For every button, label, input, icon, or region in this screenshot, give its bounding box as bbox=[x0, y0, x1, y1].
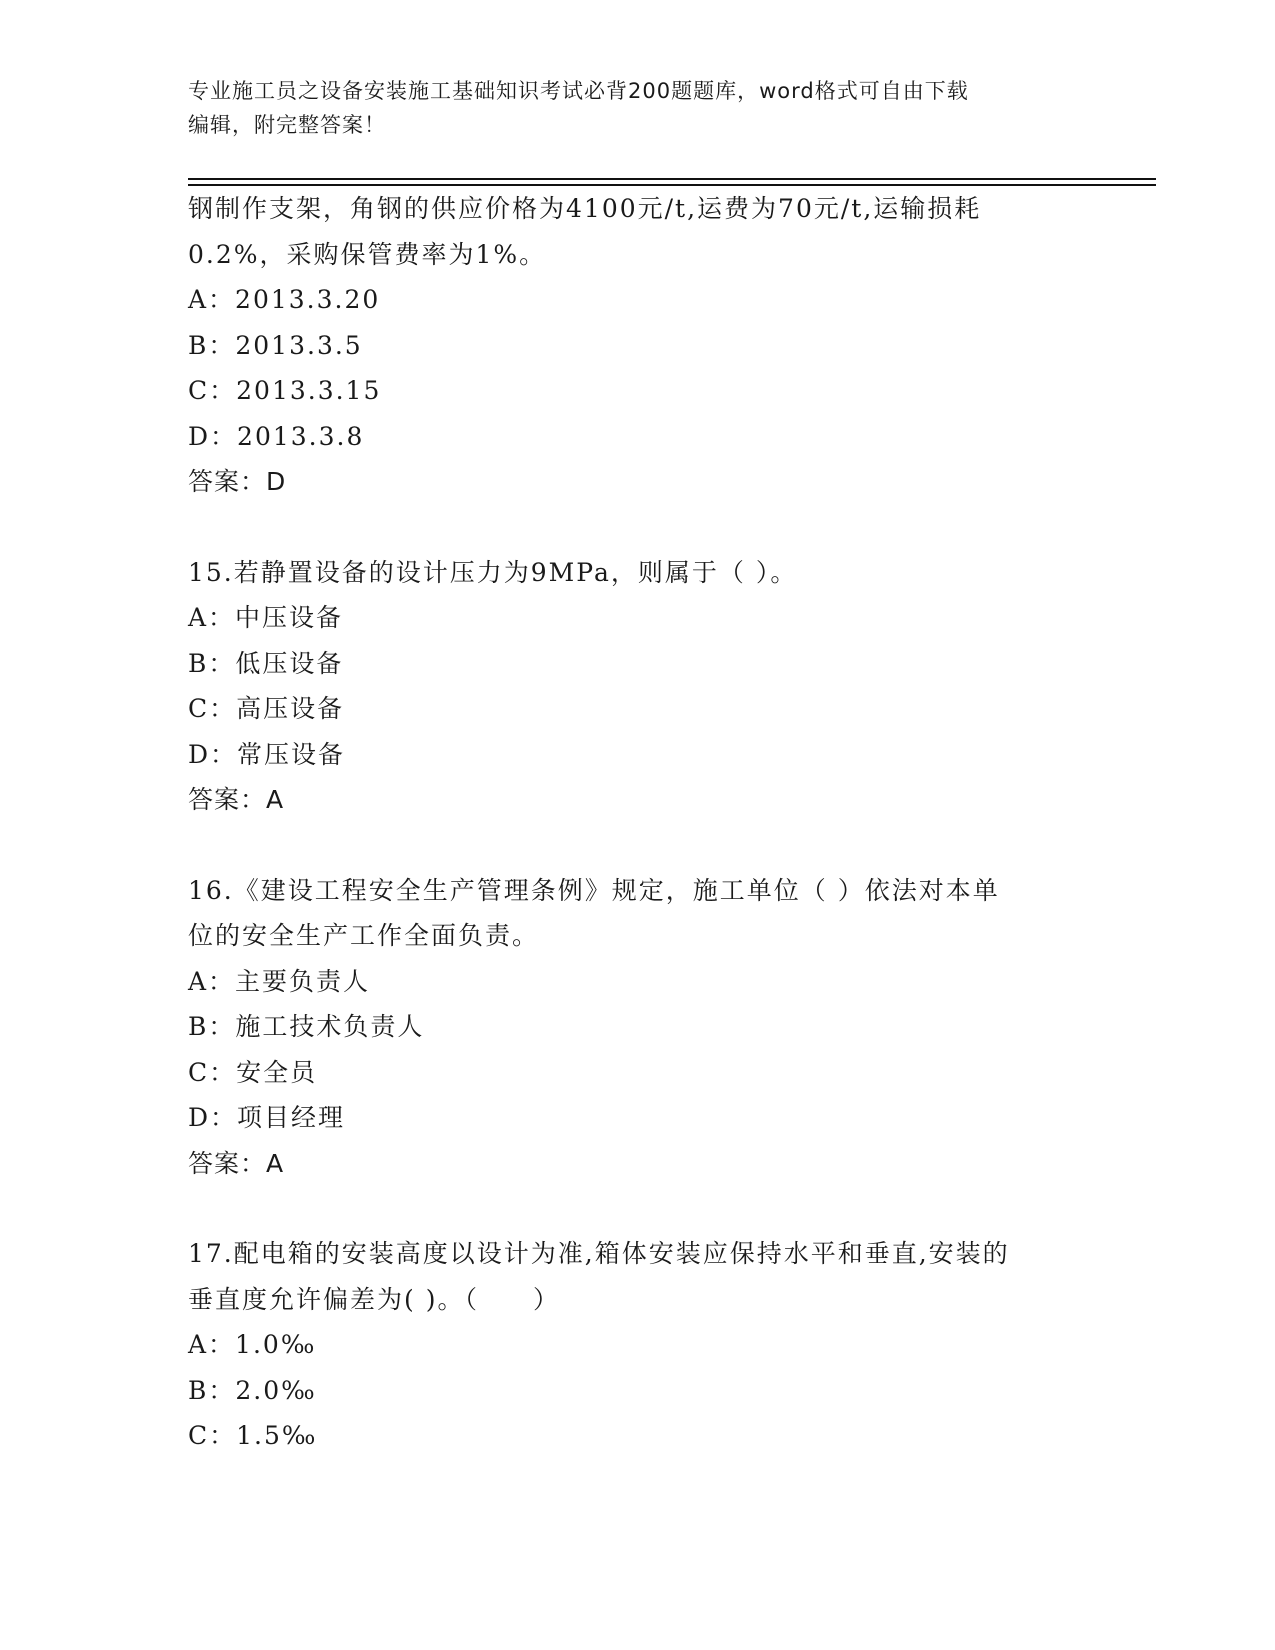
question-16 bbox=[188, 868, 1088, 1187]
question-content bbox=[188, 186, 1088, 1459]
question-text-line: 位的安全生产工作全面负责。 bbox=[188, 921, 540, 950]
option-d: D：项目经理 bbox=[188, 1103, 346, 1132]
question-text-line: 16.《建设工程安全生产管理条例》规定，施工单位（ ）依法对本单 bbox=[188, 875, 1000, 905]
option-b: B：施工技术负责人 bbox=[188, 1012, 425, 1041]
header-divider-top bbox=[188, 178, 1156, 180]
question-text-line: 垂直度允许偏差为( )。（ ） bbox=[188, 1284, 560, 1314]
option-a: A：1.0‰ bbox=[188, 1330, 317, 1359]
option-a: A：主要负责人 bbox=[188, 966, 371, 996]
option-c: C：1.5‰ bbox=[188, 1421, 318, 1450]
header-title-line-1: 专业施工员之设备安装施工基础知识考试必背200题题库，word格式可自由下载 bbox=[188, 79, 969, 103]
option-c: C：高压设备 bbox=[188, 694, 345, 723]
option-b: B：低压设备 bbox=[188, 648, 344, 678]
option-d: D：2013.3.8 bbox=[188, 421, 365, 451]
option-b: B：2.0‰ bbox=[188, 1375, 317, 1405]
question-text-line: 15.若静置设备的设计压力为9MPa，则属于（ ）。 bbox=[188, 557, 798, 587]
question-text-line: 0.2%，采购保管费率为1%。 bbox=[188, 239, 547, 269]
question-text-line: 钢制作支架，角钢的供应价格为4100元/t,运费为70元/t,运输损耗 bbox=[188, 194, 982, 223]
answer-label: 答案：D bbox=[188, 467, 287, 496]
question-17 bbox=[188, 1231, 1088, 1459]
option-d: D：常压设备 bbox=[188, 739, 346, 769]
question-text-line: 17.配电箱的安装高度以设计为准,箱体安装应保持水平和垂直,安装的 bbox=[188, 1239, 1010, 1268]
question-14 bbox=[188, 186, 1088, 505]
option-a: A：2013.3.20 bbox=[188, 285, 381, 314]
option-c: C：2013.3.15 bbox=[188, 376, 382, 405]
answer-label: 答案：A bbox=[188, 1148, 285, 1178]
document-header bbox=[188, 74, 1088, 142]
option-a: A：中压设备 bbox=[188, 603, 344, 632]
question-spacer bbox=[188, 823, 1088, 868]
question-spacer bbox=[188, 505, 1088, 550]
option-b: B：2013.3.5 bbox=[188, 330, 363, 360]
header-title-line-2: 编辑，附完整答案！ bbox=[188, 113, 386, 137]
answer-label: 答案：A bbox=[188, 785, 285, 814]
question-15 bbox=[188, 550, 1088, 823]
question-spacer bbox=[188, 1186, 1088, 1231]
option-c: C：安全员 bbox=[188, 1057, 318, 1087]
